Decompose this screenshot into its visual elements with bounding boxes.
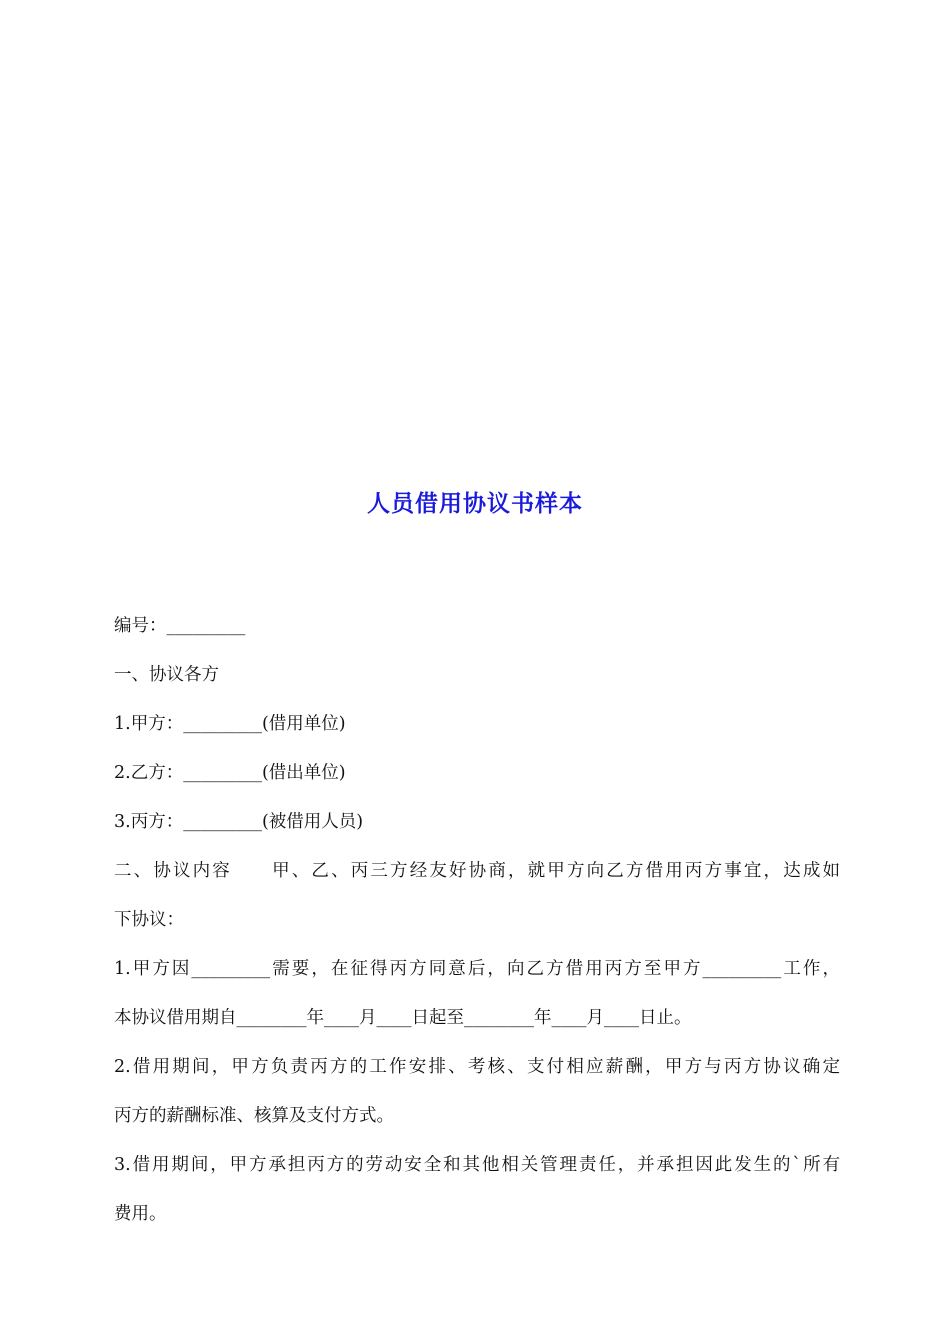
section-heading-content-line	[114, 847, 840, 896]
section-heading-parties: 一、协议各方	[114, 665, 219, 685]
clause-3-line-2: 费用。	[114, 1204, 167, 1224]
section-heading-content: 二、协议内容	[114, 861, 232, 881]
serial-number-line: 编号：_________	[114, 616, 246, 636]
clause-1-line-1: 1.甲方因_________需要，在征得丙方同意后，向乙方借用丙方至甲方_________工作，	[114, 959, 840, 979]
party-c-line: 3.丙方：_________(被借用人员)	[114, 812, 364, 832]
clause-1-line-2: 本协议借用期自________年____月____日起至________年____月____日止。	[114, 1008, 692, 1028]
clause-2-line-1: 2.借用期间，甲方负责丙方的工作安排、考核、支付相应薪酬，甲方与丙方协议确定	[114, 1057, 840, 1077]
clause-2-line-2: 丙方的薪酬标准、核算及支付方式。	[114, 1106, 394, 1126]
document-title: 人员借用协议书样本	[367, 491, 583, 517]
content-intro-text: 甲、乙、丙三方经友好协商，就甲方向乙方借用丙方事宜，达成如	[269, 861, 841, 881]
content-intro-continued: 下协议：	[114, 910, 184, 930]
party-a-line: 1.甲方：_________(借用单位)	[114, 714, 346, 734]
document-body	[114, 602, 840, 1239]
clause-3-line-1: 3.借用期间，甲方承担丙方的劳动安全和其他相关管理责任，并承担因此发生的`所有	[114, 1155, 840, 1175]
party-b-line: 2.乙方：_________(借出单位)	[114, 763, 346, 783]
